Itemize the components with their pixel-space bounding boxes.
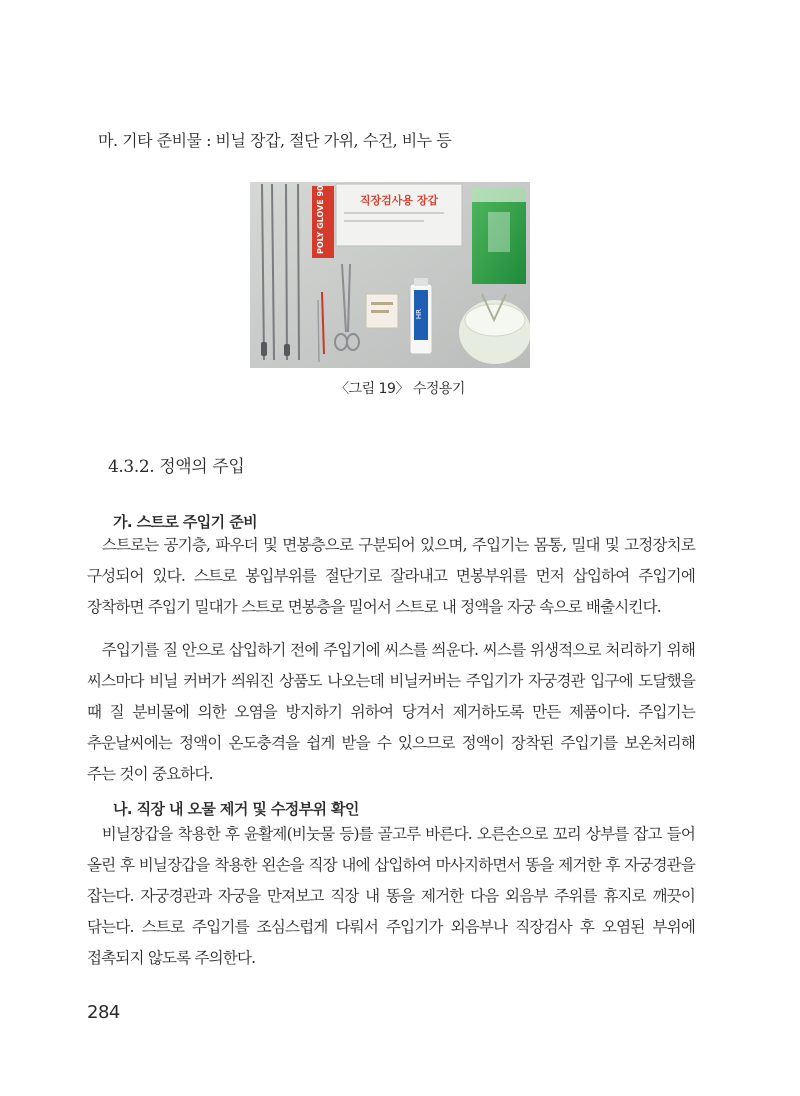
section-heading: 4.3.2. 정액의 주입 [108, 457, 245, 477]
page-number: 284 [87, 1002, 120, 1023]
tube-label: HR [415, 308, 423, 320]
subsection-heading-rectal-cleaning: 나. 직장 내 오물 제거 및 수정부위 확인 [113, 800, 359, 818]
subsection-heading-straw-prep: 가. 스트로 주입기 준비 [113, 513, 257, 531]
paragraph: 스트로는 공기층, 파우더 및 면봉층으로 구분되어 있으며, 주입기는 몸통, 밀대 및 고정장치로 구성되어 있다. 스트로 봉입부위를 절단기로 잘라내고 면봉부위를 먼저 삽입하여 주입기에 장착하면 주입기 밀대가 스트로 면봉층을 밀어서 스트로 내 정액을 자궁 속으로 배출시킨다. [87, 536, 695, 616]
paragraph: 주입기를 질 안으로 삽입하기 전에 주입기에 씨스를 씌운다. 씨스를 위생적으로 처리하기 위해 씨스마다 비닐 커버가 씌워진 상품도 나오는데 비닐커버는 주입기가 자궁경관 입구에 도달했을 때 질 분비물에 의한 오염을 방지하기 위하여 당겨서 제거하도록 만든 제품이다. 주입기는 추운날씨에는 정액이 온도충격을 쉽게 받을 수 있으므로 정액이 장착된 주입기를 보온처리해 주는 것이 중요하다. [87, 641, 695, 783]
insemination-equipment-photo [250, 182, 530, 368]
green-sheath-box [472, 188, 526, 284]
poly-glove-label: POLY GLOVE 90 [316, 185, 325, 254]
rectal-glove-box [336, 184, 462, 246]
paragraph: 비닐장갑을 착용한 후 윤활제(비눗물 등)를 골고루 바른다. 오른손으로 꼬리 상부를 잡고 들어 올린 후 비닐장갑을 착용한 왼손을 직장 내에 삽입하여 마사지하면서 똥을 제거한 후 자궁경관을 잡는다. 자궁경관과 자궁을 만져보고 직장 내 똥을 제거한 다음 외음부 주위를 휴지로 깨끗이 닦는다. 스트로 주입기를 조심스럽게 다뤄서 주입기가 외음부나 직장검사 후 오염된 부위에 접촉되지 않도록 주의한다. [87, 825, 695, 967]
poly-glove-box [312, 185, 334, 258]
figure-caption: 〈그림 19〉 수정용기 [335, 381, 465, 397]
equipment-illustration [250, 182, 530, 368]
intro-line: 마. 기타 준비물 : 비닐 장갑, 절단 가위, 수건, 비누 등 [98, 131, 452, 150]
lubricant-tube [410, 278, 432, 354]
glove-box-label: 직장검사용 장갑 [359, 194, 439, 207]
